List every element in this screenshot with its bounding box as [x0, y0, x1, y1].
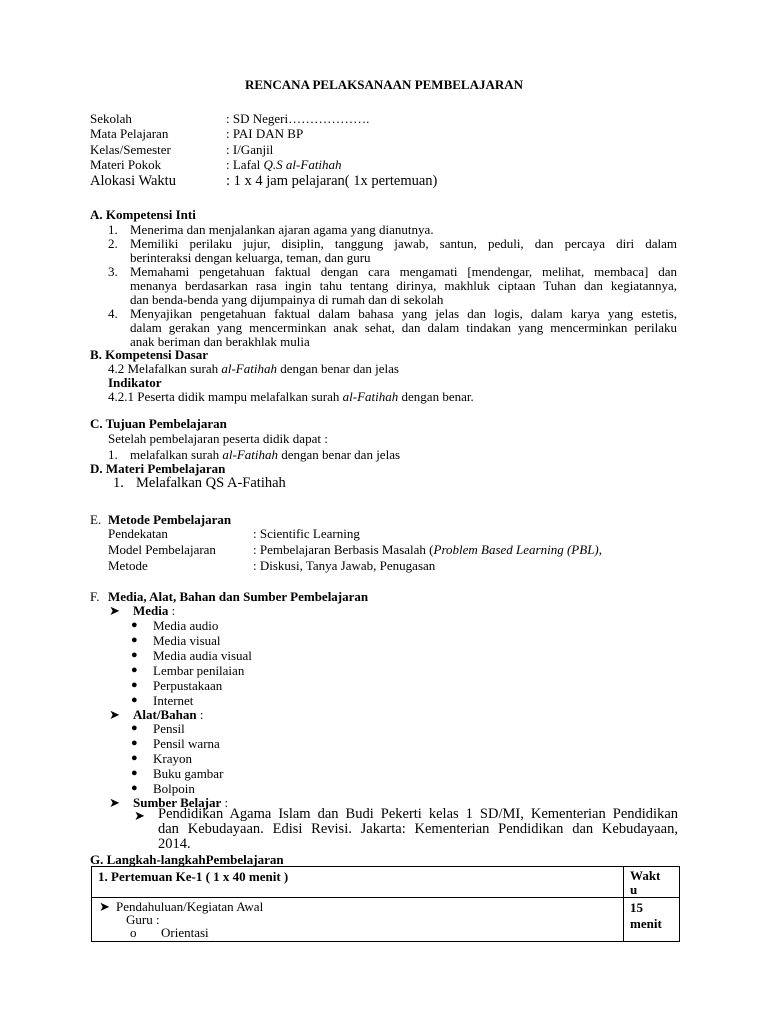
tujuan-1-text: [130, 447, 400, 462]
alat-heading: [133, 707, 203, 722]
metode-label-metode: Metode: [108, 558, 148, 573]
tujuan-suffix: dengan benar dan jelas: [278, 447, 401, 462]
identity-label-mapel: Mata Pelajaran: [90, 126, 169, 141]
activity-content: [92, 898, 623, 941]
identity-value-sekolah: : SD Negeri……………….: [226, 111, 370, 126]
bullet-icon: ●: [131, 619, 138, 631]
steps-table: [91, 866, 680, 942]
media-heading: [133, 603, 175, 618]
media-label: Media: [133, 603, 169, 618]
ki-3-number: 3.: [108, 264, 118, 279]
sumber-label: Sumber Belajar: [133, 795, 222, 810]
section-f-letter: F.: [90, 589, 100, 604]
section-b-heading: B. Kompetensi Dasar: [90, 347, 209, 362]
sumber-arrow-icon: ➤: [109, 795, 120, 810]
indikator-heading: Indikator: [108, 375, 162, 390]
ki-4-number: 4.: [108, 306, 118, 321]
ki-2-line-2: berinteraksi dengan keluarga, teman, dan guru: [130, 250, 371, 265]
metode-value-metode: : Diskusi, Tanya Jawab, Penugasan: [253, 558, 436, 573]
table-cell-time: [624, 898, 680, 942]
identity-value-materi-italic: Q.S al-Fatihah: [263, 157, 342, 172]
identity-value-alokasi: : 1 x 4 jam pelajaran( 1x pertemuan): [226, 173, 438, 189]
circle-bullet-icon: o: [130, 925, 137, 940]
time-header-line-1: Wakt: [630, 868, 661, 883]
kd-suffix: dengan benar dan jelas: [276, 361, 399, 376]
kd-text: [108, 361, 399, 376]
materi-1-text: Melafalkan QS A-Fatihah: [136, 475, 286, 491]
sumber-line-2: dan Kebudayaan. Edisi Revisi. Jakarta: Kementerian Pendidikan dan Kebudayaan,: [158, 821, 678, 837]
section-g-heading: G. Langkah-langkahPembelajaran: [90, 852, 284, 867]
alat-item: Buku gambar: [153, 766, 224, 781]
media-colon: :: [168, 603, 176, 618]
bullet-icon: ●: [131, 649, 138, 661]
identity-value-mapel: : PAI DAN BP: [226, 126, 304, 141]
time-header-line-2: u: [630, 882, 638, 897]
indikator-prefix: 4.2.1 Peserta didik mampu melafalkan surah: [108, 389, 343, 404]
alat-item: Pensil warna: [153, 736, 220, 751]
identity-label-kelas: Kelas/Semester: [90, 142, 171, 157]
tujuan-italic: al-Fatihah: [222, 447, 279, 462]
ki-4-line-3: anak beriman dan berakhlak mulia: [130, 334, 310, 349]
bullet-icon: ●: [131, 634, 138, 646]
bullet-icon: ●: [131, 664, 138, 676]
materi-1-number: 1.: [113, 475, 124, 491]
indikator-suffix: dengan benar.: [398, 389, 474, 404]
identity-value-materi-prefix: : Lafal: [226, 157, 264, 172]
kd-prefix: 4.2 Melafalkan surah: [108, 361, 222, 376]
time-value: [624, 898, 679, 932]
alat-item: Pensil: [153, 721, 185, 736]
identity-label-sekolah: Sekolah: [90, 111, 132, 126]
section-e-heading: Metode Pembelajaran: [108, 512, 232, 527]
activity-orientasi: Orientasi: [161, 925, 209, 940]
media-item: Internet: [153, 693, 194, 708]
metode-value-pendekatan: : Scientific Learning: [253, 526, 360, 541]
table-cell-activity: [92, 898, 624, 942]
tujuan-1-number: 1.: [108, 447, 118, 462]
ki-1-number: 1.: [108, 222, 118, 237]
meeting-title: 1. Pertemuan Ke-1 ( 1 x 40 menit ): [98, 869, 289, 884]
media-item: Media audio: [153, 618, 219, 633]
bullet-icon: ●: [131, 722, 138, 734]
alat-item: Krayon: [153, 751, 192, 766]
bullet-icon: ●: [131, 782, 138, 794]
alat-item: Bolpoin: [153, 781, 195, 796]
ki-2-number: 2.: [108, 236, 118, 251]
model-prefix: : Pembelajaran Berbasis Masalah (: [253, 542, 434, 557]
media-arrow-icon: ➤: [109, 603, 120, 618]
metode-label-model: Model Pembelajaran: [108, 542, 216, 557]
media-item: Lembar penilaian: [153, 663, 245, 678]
bullet-icon: ●: [131, 694, 138, 706]
table-header-meeting: [92, 867, 624, 898]
activity-title: Pendahuluan/Kegiatan Awal: [116, 899, 264, 914]
sumber-line-3: 2014.: [158, 836, 191, 852]
alat-arrow-icon: ➤: [109, 707, 120, 722]
section-d-heading: D. Materi Pembelajaran: [90, 461, 226, 476]
identity-label-materi: Materi Pokok: [90, 157, 162, 172]
sumber-arrow-icon: ➤: [134, 808, 145, 823]
media-item: Media audia visual: [153, 648, 252, 663]
identity-label-alokasi: Alokasi Waktu: [90, 173, 176, 189]
section-f-heading: Media, Alat, Bahan dan Sumber Pembelajaran: [108, 589, 369, 604]
arrow-icon: ➤: [99, 899, 110, 914]
ki-3-line-1: Memahami pengetahuan faktual dengan cara mengamati [mendengar, melihat, membaca] dan: [130, 264, 677, 279]
alat-label: Alat/Bahan: [133, 707, 197, 722]
section-a-heading: A. Kompetensi Inti: [90, 207, 196, 222]
bullet-icon: ●: [131, 752, 138, 764]
model-suffix: ,: [598, 542, 602, 557]
model-italic: Problem Based Learning (PBL): [433, 542, 599, 557]
sumber-colon: :: [221, 795, 229, 810]
identity-value-kelas: : I/Ganjil: [226, 142, 274, 157]
table-header-time: [624, 867, 680, 898]
ki-1-line-1: Menerima dan menjalankan ajaran agama yang dianutnya.: [130, 222, 434, 237]
indikator-italic: al-Fatihah: [342, 389, 399, 404]
kd-italic: al-Fatihah: [221, 361, 277, 376]
section-e-letter: E.: [90, 512, 102, 527]
table-row: [92, 898, 680, 942]
table-header-row: [92, 867, 680, 898]
media-item: Media visual: [153, 633, 221, 648]
document-title: RENCANA PELAKSANAAN PEMBELAJARAN: [244, 77, 524, 92]
section-c-heading: C. Tujuan Pembelajaran: [90, 416, 227, 431]
metode-value-model: [253, 542, 602, 557]
alat-colon: :: [196, 707, 204, 722]
ki-3-line-2: menanya berdasarkan rasa ingin tahu tentang dirinya, makhluk ciptaan Tuhan dan kegiatannya,: [130, 278, 677, 293]
bullet-icon: ●: [131, 737, 138, 749]
indikator-text: [108, 389, 474, 404]
time-value-line-2: menit: [630, 916, 662, 931]
sumber-line-1: Pendidikan Agama Islam dan Budi Pekerti kelas 1 SD/MI, Kementerian Pendidikan: [158, 806, 678, 822]
tujuan-intro: Setelah pembelajaran peserta didik dapat :: [108, 431, 328, 446]
identity-value-materi: [226, 157, 342, 172]
ki-3-line-3: dan benda-benda yang dijumpainya di rumah dan di sekolah: [130, 292, 444, 307]
bullet-icon: ●: [131, 679, 138, 691]
time-value-line-1: 15: [630, 900, 644, 915]
bullet-icon: ●: [131, 767, 138, 779]
activity-guru: Guru :: [126, 912, 160, 927]
media-item: Perpustakaan: [153, 678, 223, 693]
time-header: [624, 867, 679, 897]
tujuan-prefix: melafalkan surah: [130, 447, 223, 462]
ki-2-line-1: Memiliki perilaku jujur, disiplin, tanggung jawab, santun, peduli, dan percaya diri dalam: [130, 236, 677, 251]
metode-label-pendekatan: Pendekatan: [108, 526, 168, 541]
ki-4-line-1: Menyajikan pengetahuan faktual dalam bahasa yang jelas dan logis, dalam karya yang estetis,: [130, 306, 677, 321]
ki-4-line-2: dalam gerakan yang mencerminkan anak sehat, dan dalam tindakan yang mencerminkan perilaku: [130, 320, 677, 335]
